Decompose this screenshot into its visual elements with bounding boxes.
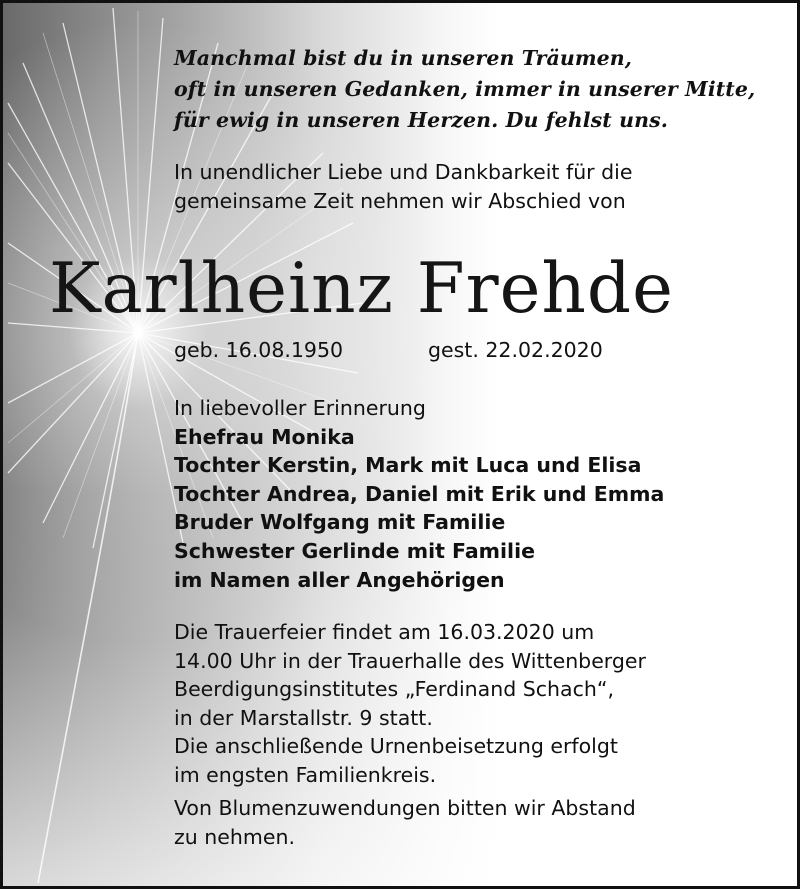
death-date: gest. 22.02.2020 [428, 338, 603, 362]
memorial-quote [174, 43, 755, 136]
mourner-entry: Schwester Gerlinde mit Familie [174, 538, 536, 563]
mourners-heading: In liebevoller Erinnerung [174, 396, 426, 420]
deceased-name: Karlheinz Frehde [49, 249, 674, 329]
funeral-line: in der Marstallstr. 9 statt. [174, 705, 433, 730]
mourner-entry: Tochter Andrea, Daniel mit Erik und Emma [174, 481, 665, 506]
mourners-list [174, 394, 664, 594]
funeral-line: Die Trauerfeier findet am 16.03.2020 um [174, 620, 595, 644]
quote-line: für ewig in unseren Herzen. Du fehlst uns. [174, 108, 668, 132]
quote-line: Manchmal bist du in unseren Träumen, [174, 46, 633, 70]
birth-date: geb. 16.08.1950 [174, 338, 344, 362]
mourner-entry: Ehefrau Monika [174, 424, 355, 449]
funeral-line: Die anschließende Urnenbeisetzung erfolgt [174, 734, 618, 758]
mourner-entry: Tochter Kerstin, Mark mit Luca und Elisa [174, 453, 642, 478]
farewell-intro [174, 158, 632, 216]
funeral-details [174, 618, 646, 789]
intro-line: In unendlicher Liebe und Dankbarkeit für die [174, 160, 633, 184]
life-dates [174, 335, 603, 365]
funeral-line: Beerdigungsinstitutes „Ferdinand Schach“, [174, 677, 614, 701]
flower-request-line: Von Blumenzuwendungen bitten wir Abstand [174, 796, 636, 820]
flower-request-line: zu nehmen. [174, 824, 295, 849]
quote-line: oft in unseren Gedanken, immer in unserer Mitte, [174, 77, 756, 101]
mourner-entry: im Namen aller Angehörigen [174, 567, 505, 592]
flower-request [174, 794, 636, 851]
funeral-line: 14.00 Uhr in der Trauerhalle des Wittenberger [174, 648, 646, 673]
intro-line: gemeinsame Zeit nehmen wir Abschied von [174, 189, 626, 213]
mourner-entry: Bruder Wolfgang mit Familie [174, 510, 506, 535]
funeral-line: im engsten Familienkreis. [174, 762, 437, 787]
